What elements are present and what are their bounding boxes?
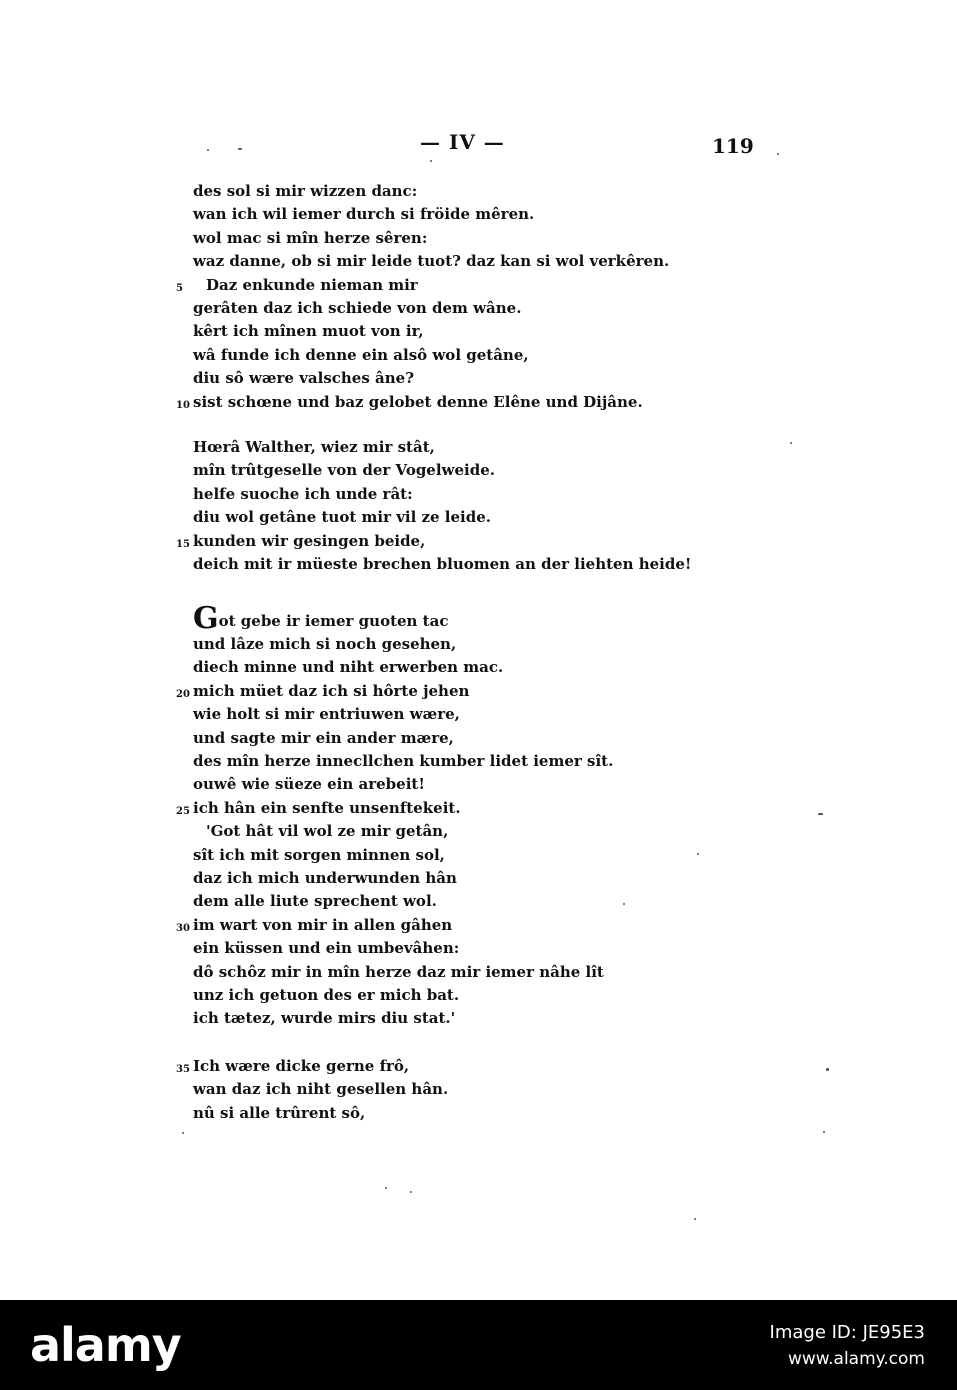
stanza-gap [176, 1031, 796, 1055]
scan-speck [623, 903, 625, 905]
verse-text: und sagte mir ein ander mære, [193, 728, 454, 747]
verse-text: wan daz ich niht gesellen hân. [193, 1080, 449, 1099]
watermark-banner [0, 1300, 957, 1390]
verse-line [176, 680, 796, 703]
verse-text: wâ funde ich denne ein alsô wol getâne, [193, 345, 529, 364]
verse-line [176, 600, 796, 636]
verse-line [176, 391, 796, 414]
verse-text: diu wol getâne tuot mir vil ze leide. [193, 508, 492, 527]
scan-speck [385, 1187, 387, 1189]
image-id: Image ID: JE95E3 [769, 1322, 925, 1343]
site-url: www.alamy.com [787, 1349, 925, 1369]
verse-line [176, 344, 796, 367]
scan-speck [790, 442, 792, 444]
verse-text: Ich wære dicke gerne frô, [193, 1056, 410, 1075]
verse-text: nû si alle trûrent sô, [193, 1103, 366, 1122]
verse-text: und lâze mich si noch gesehen, [193, 634, 457, 653]
verse-line [176, 203, 796, 226]
stanza-gap [176, 414, 796, 436]
verse-text: im wart von mir in allen gâhen [193, 915, 453, 934]
verse-text: unz ich getuon des er mich bat. [193, 986, 460, 1004]
banner-info [770, 1320, 925, 1372]
verse-line [176, 727, 796, 750]
verse-text: Hœrâ Walther, wiez mir stât, [193, 438, 435, 457]
verse-line [176, 297, 796, 320]
verse-line [176, 436, 796, 459]
verse-text: gerâten daz ich schiede von dem wâne. [193, 299, 522, 318]
verse-text: wol mac si mîn herze sêren: [193, 228, 428, 247]
verse-line [176, 703, 796, 726]
line-number: 25 [176, 805, 190, 817]
verse-text: des sol si mir wizzen danc: [193, 182, 418, 200]
verse-text: sist schœne und baz gelobet denne Elêne und Dijâne. [193, 392, 643, 411]
scan-speck [430, 160, 432, 162]
verse-text: diu sô wære valsches âne? [193, 369, 414, 388]
scan-speck [823, 1131, 825, 1133]
line-number: 10 [176, 399, 190, 411]
verse-text: ot gebe ir iemer guoten tac [218, 611, 449, 630]
scan-speck [238, 148, 242, 150]
verse-text: mîn trûtgeselle von der Vogelweide. [193, 461, 495, 480]
initial-capital: G [193, 600, 219, 636]
verse-line [176, 773, 796, 796]
verse-text: ein küssen und ein umbevâhen: [193, 939, 460, 958]
scan-speck [826, 1068, 829, 1071]
verse-line [176, 1102, 796, 1125]
scan-speck [182, 1132, 184, 1134]
line-number: 35 [176, 1063, 190, 1075]
line-number: 20 [176, 688, 190, 700]
verse-text: 'Got hât vil wol ze mir getân, [206, 822, 449, 841]
verse-line [176, 483, 796, 506]
scan-speck [207, 149, 209, 151]
verse-line [176, 820, 796, 843]
verse-text: des mîn herze innecllchen kumber lidet iemer sît. [193, 751, 614, 770]
verse-line [176, 961, 796, 984]
verse-line [176, 844, 796, 867]
verse-line [176, 367, 796, 390]
verse-text: deich mit ir müeste brechen bluomen an der liehten heide! [193, 555, 692, 574]
verse-line [176, 1007, 796, 1030]
verse-text: kêrt ich mînen muot von ir, [193, 322, 424, 341]
scan-speck [777, 153, 779, 155]
stanza-gap [176, 577, 796, 609]
scan-speck [818, 813, 823, 815]
poem-text [176, 180, 796, 1125]
verse-line [176, 180, 796, 203]
verse-line [176, 656, 796, 679]
verse-text: sît ich mit sorgen minnen sol, [193, 845, 445, 864]
verse-text: ich hân ein senfte unsenftekeit. [193, 798, 461, 817]
verse-text: ich tætez, wurde mirs diu stat.' [193, 1009, 456, 1028]
verse-text: waz danne, ob si mir leide tuot? daz kan si wol verkêren. [193, 252, 670, 271]
line-number: 15 [176, 538, 190, 550]
verse-line [176, 1055, 796, 1078]
verse-line [176, 250, 796, 273]
verse-line [176, 633, 796, 656]
scan-speck [697, 853, 699, 855]
verse-text: dô schôz mir in mîn herze daz mir iemer nâhe lît [193, 962, 604, 981]
verse-line [176, 1078, 796, 1101]
verse-line [176, 797, 796, 820]
scan-speck [694, 1218, 696, 1220]
alamy-logo: alamy [30, 1318, 181, 1372]
verse-text: mich müet daz ich si hôrte jehen [193, 681, 470, 700]
verse-text: wan ich wil iemer durch si fröide mêren. [193, 205, 535, 224]
page-number: 119 [712, 134, 754, 158]
verse-line [176, 320, 796, 343]
verse-line [176, 750, 796, 773]
verse-line [176, 459, 796, 482]
verse-text: daz ich mich underwunden hân [193, 868, 457, 887]
section-heading: — IV — [420, 130, 505, 154]
verse-line [176, 553, 796, 576]
line-number: 30 [176, 922, 190, 934]
verse-text: diech minne und niht erwerben mac. [193, 658, 504, 677]
line-number: 5 [176, 282, 183, 294]
verse-text: dem alle liute sprechent wol. [193, 892, 437, 911]
verse-line [176, 274, 796, 297]
verse-line [176, 506, 796, 529]
verse-text: Daz enkunde nieman mir [206, 275, 418, 294]
verse-line [176, 937, 796, 960]
verse-text: wie holt si mir entriuwen wære, [193, 705, 460, 724]
verse-line [176, 227, 796, 250]
verse-text: ouwê wie süeze ein arebeit! [193, 775, 425, 794]
verse-line [176, 914, 796, 937]
verse-line [176, 984, 796, 1007]
scan-speck [410, 1191, 412, 1193]
verse-text: kunden wir gesingen beide, [193, 531, 426, 550]
verse-text: helfe suoche ich unde rât: [193, 484, 413, 503]
verse-line [176, 530, 796, 553]
verse-line [176, 890, 796, 913]
verse-line [176, 867, 796, 890]
